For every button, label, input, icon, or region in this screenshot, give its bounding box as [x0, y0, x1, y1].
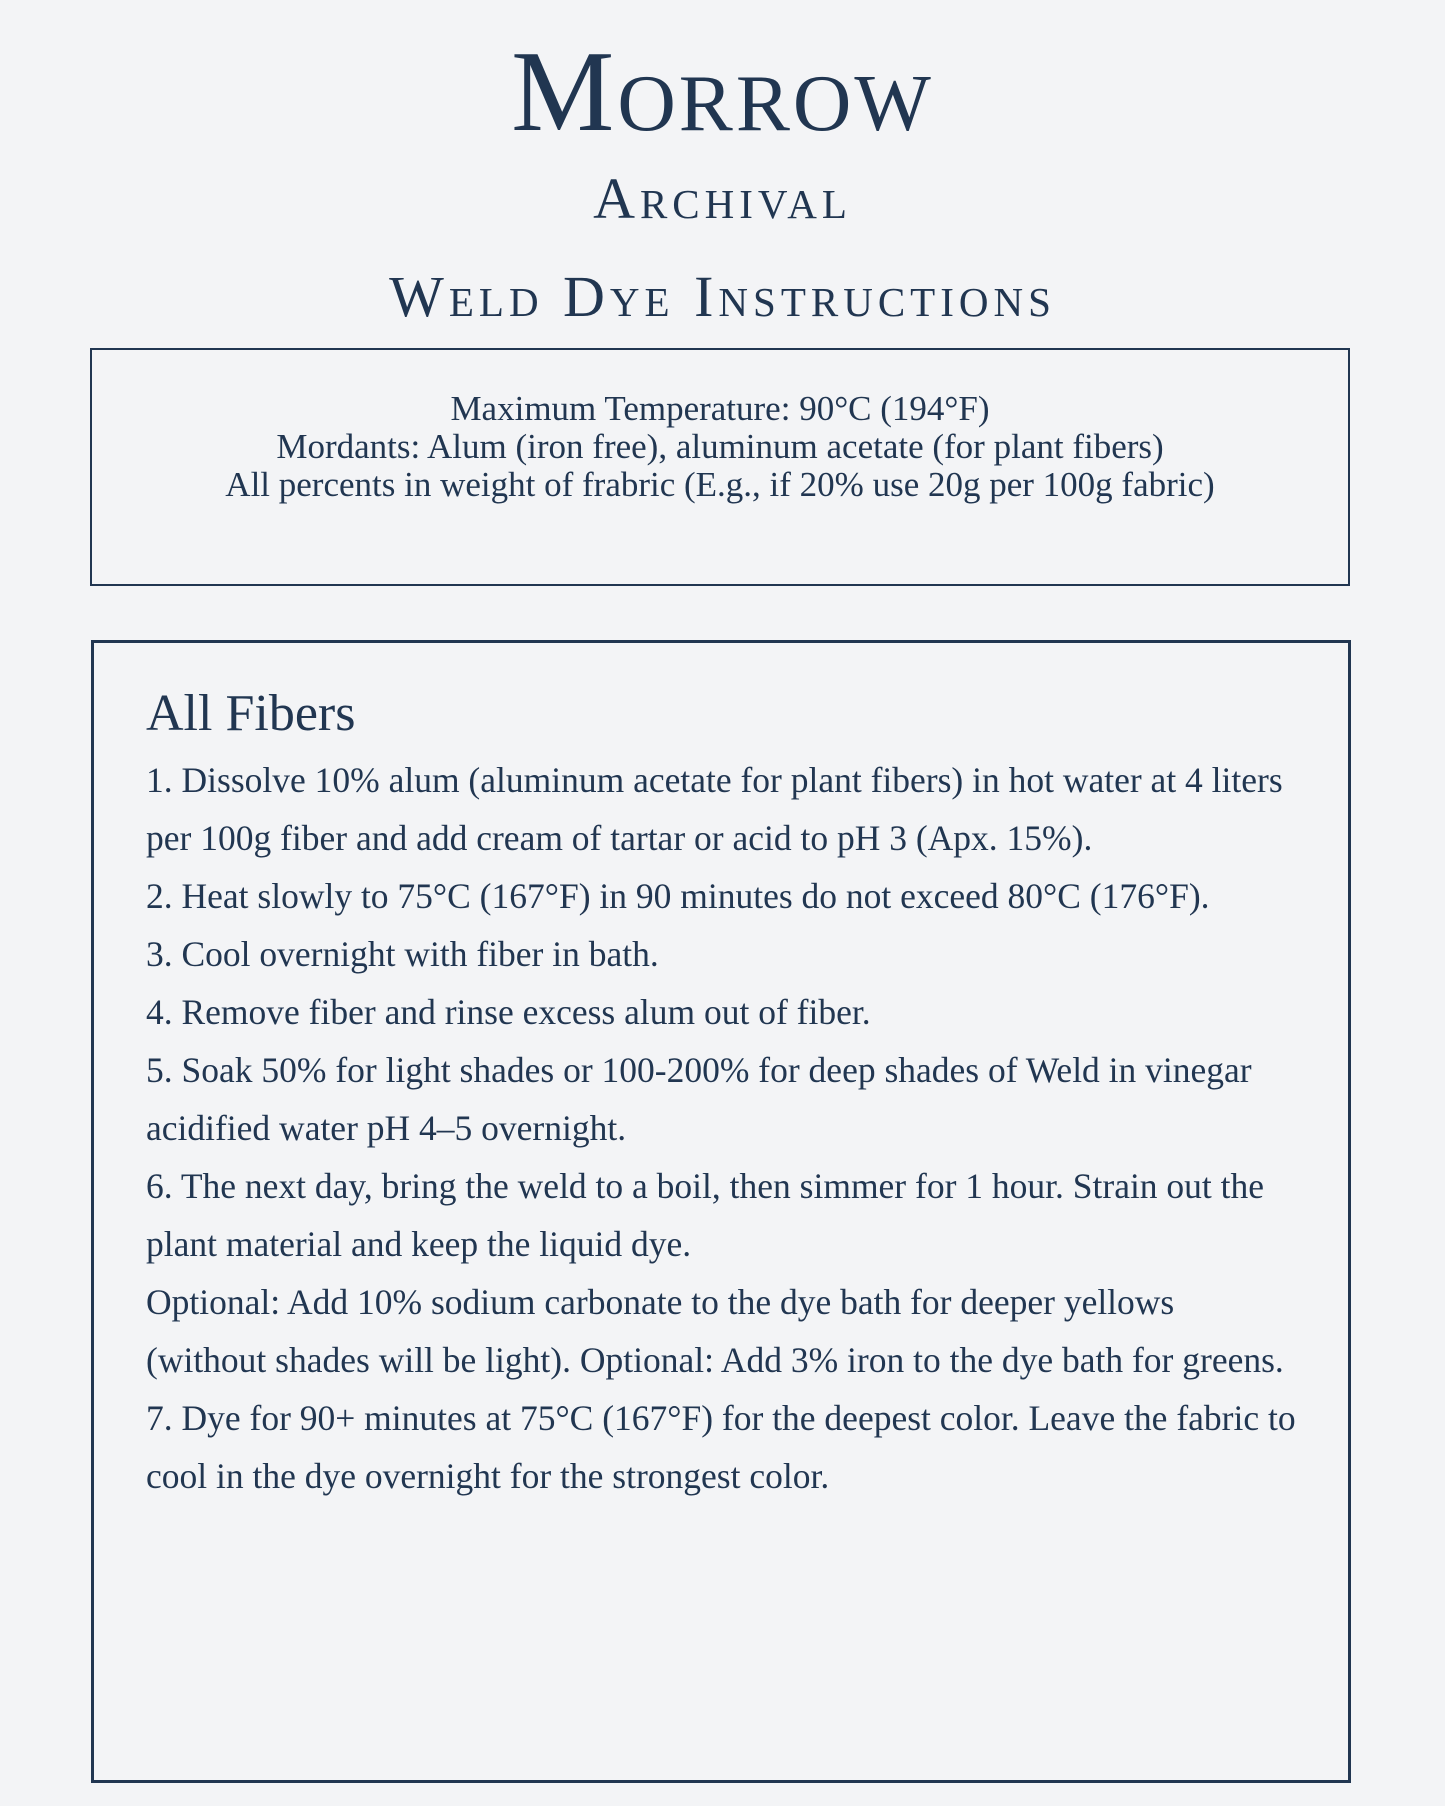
optional-note: Optional: Add 10% sodium carbonate to the dye bath for deeper yellows (without shades will be light). Optional: Add 3% iron to the dye bath for greens. — [146, 1282, 1284, 1380]
percent-note-line: All percents in weight of frabric (E.g., if 20% use 20g per 100g fabric) — [225, 465, 1215, 504]
brand-subtitle: Archival — [593, 166, 852, 231]
instructions-box — [91, 640, 1351, 1783]
step-5: 5. Soak 50% for light shades or 100-200% for deep shades of Weld in vinegar acidified water pH 4–5 overnight. — [146, 1050, 1252, 1148]
brand-title: Morrow — [511, 28, 934, 156]
page-title: Weld Dye Instructions — [389, 264, 1056, 329]
step-7: 7. Dye for 90+ minutes at 75°C (167°F) for the deepest color. Leave the fabric to cool in the dye overnight for the strongest color. — [146, 1398, 1296, 1496]
section-title: All Fibers — [146, 685, 356, 742]
info-box — [90, 348, 1350, 586]
step-4: 4. Remove fiber and rinse excess alum out of fiber. — [146, 992, 871, 1032]
max-temperature-line: Maximum Temperature: 90°C (194°F) — [450, 389, 990, 428]
step-2: 2. Heat slowly to 75°C (167°F) in 90 minutes do not exceed 80°C (176°F). — [146, 876, 1210, 916]
step-6: 6. The next day, bring the weld to a boil, then simmer for 1 hour. Strain out the plant material and keep the liquid dye. — [146, 1166, 1265, 1264]
step-1: 1. Dissolve 10% alum (aluminum acetate for plant fibers) in hot water at 4 liters per 100g fiber and add cream of tartar or acid to pH 3 (Apx. 15%). — [146, 760, 1283, 858]
step-3: 3. Cool overnight with fiber in bath. — [146, 934, 659, 974]
mordants-line: Mordants: Alum (iron free), aluminum acetate (for plant fibers) — [276, 427, 1164, 466]
